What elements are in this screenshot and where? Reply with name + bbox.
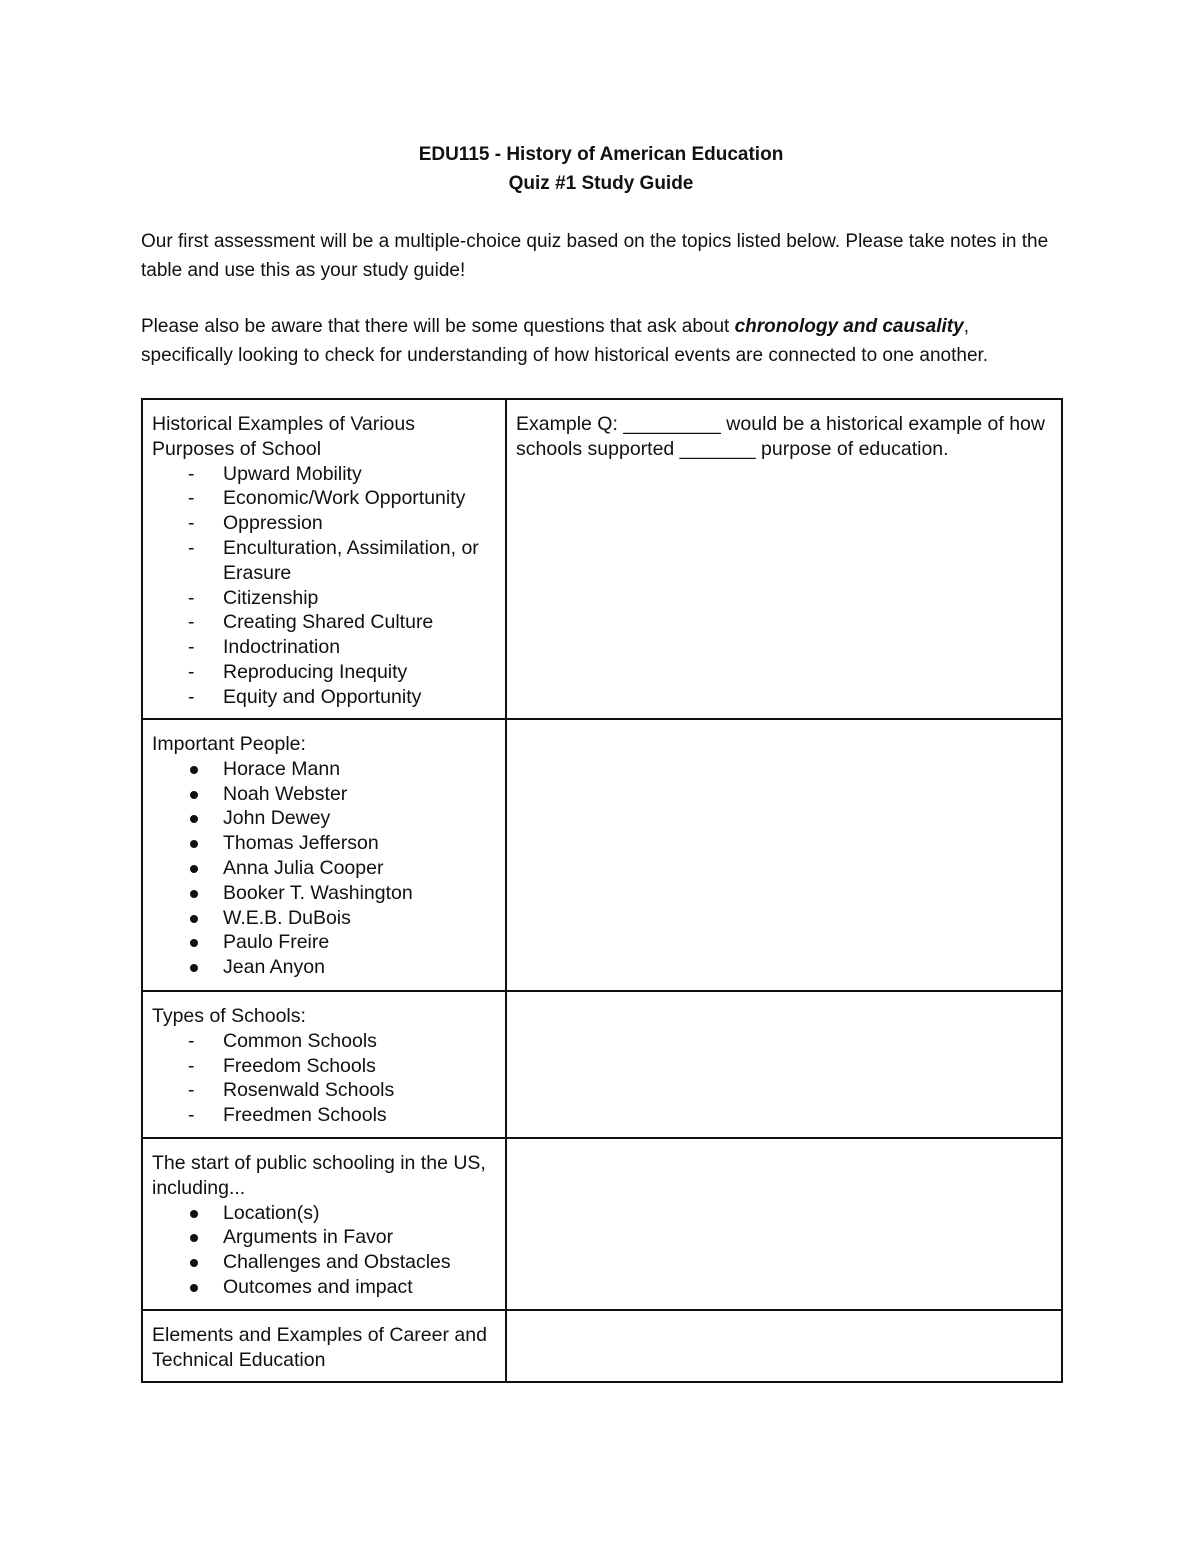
list-item-text: Jean Anyon [223,956,325,979]
bullet-icon [190,1284,198,1292]
list-item [152,586,496,611]
table-row-purposes [142,399,1062,719]
table-row-cte [142,1310,1062,1382]
list-item [152,906,496,931]
list-item-text: Anna Julia Cooper [223,856,384,879]
list-item-text: Challenges and Obstacles [223,1251,451,1274]
table-row-people [142,719,1062,991]
topic-heading: Elements and Examples of Career and Technical Education [152,1324,487,1371]
list-item [152,1054,496,1079]
list-item [152,1078,496,1103]
list-item [152,831,496,856]
list-item [152,881,496,906]
list-item-text: Freedmen Schools [223,1104,387,1127]
topic-heading: Historical Examples of Various Purposes of School [152,413,415,460]
study-guide-subtitle: Quiz #1 Study Guide [508,173,694,194]
list-item [152,511,496,536]
list-item-text: Outcomes and impact [223,1275,413,1298]
list-item [152,1103,496,1128]
bullet-icon [190,915,198,923]
topic-cell [142,1138,506,1310]
list-item [152,635,496,660]
list-item-text: Upward Mobility [223,462,362,485]
bullet-icon [190,791,198,799]
list-item-text: W.E.B. DuBois [223,906,351,929]
dash-marker: - [188,660,195,683]
notes-cell[interactable] [506,1138,1062,1310]
notes-cell[interactable]: Example Q: _________ would be a historical example of how schools supported _______ purpose of education. [506,399,1062,719]
study-guide-table [141,398,1063,1383]
list-item [152,1029,496,1054]
dash-marker: - [188,512,195,535]
dash-marker: - [188,487,195,510]
list-item-text: Enculturation, Assimilation, or Erasure [223,536,479,584]
dash-marker: - [188,586,195,609]
list-item [152,1250,496,1275]
list-item-text: Indoctrination [223,636,341,659]
chronology-paragraph-lead: Please also be aware that there will be some questions that ask about [141,316,735,337]
list-item [152,462,496,487]
bullet-icon [190,964,198,972]
dash-marker: - [188,1104,195,1127]
list-item-text: Creating Shared Culture [223,611,434,634]
list-item [152,955,496,980]
list-item [152,660,496,685]
topic-list [152,757,496,980]
list-item [152,757,496,782]
bullet-icon [190,939,198,947]
topic-heading: Important People: [152,733,306,755]
table-row-school-types [142,991,1062,1138]
list-item [152,610,496,635]
topic-list [152,1029,496,1128]
list-item [152,930,496,955]
list-item-text: Location(s) [223,1201,320,1224]
list-item-text: Citizenship [223,586,319,609]
list-item [152,685,496,710]
bullet-icon [190,1259,198,1267]
list-item [152,806,496,831]
topic-cell [142,1310,506,1382]
topic-heading: The start of public schooling in the US, including... [152,1152,486,1199]
notes-cell[interactable] [506,991,1062,1138]
dash-marker: - [188,536,195,559]
dash-marker: - [188,611,195,634]
list-item-text: Horace Mann [223,757,341,780]
list-item-text: Paulo Freire [223,931,330,954]
dash-marker: - [188,636,195,659]
document-page [141,140,1061,1383]
topic-list [152,1201,496,1300]
list-item [152,856,496,881]
dash-marker: - [188,462,195,485]
bullet-icon [190,865,198,873]
list-item-text: Rosenwald Schools [223,1079,395,1102]
list-item-text: Booker T. Washington [223,881,413,904]
list-item-text: Economic/Work Opportunity [223,487,466,510]
topic-cell [142,991,506,1138]
bullet-icon [190,815,198,823]
list-item [152,536,496,586]
list-item-text: Thomas Jefferson [223,832,379,855]
dash-marker: - [188,1029,195,1052]
intro-paragraph: Our first assessment will be a multiple-choice quiz based on the topics listed below. Please take notes in the table and use this as your study guide! [141,231,1049,281]
notes-cell[interactable] [506,719,1062,991]
list-item-text: John Dewey [223,807,331,830]
bullet-icon [190,766,198,774]
table-row-public-schooling [142,1138,1062,1310]
dash-marker: - [188,1079,195,1102]
list-item-text: Freedom Schools [223,1054,376,1077]
list-item [152,782,496,807]
list-item-text: Common Schools [223,1029,377,1052]
list-item-text: Equity and Opportunity [223,685,422,708]
course-title: EDU115 - History of American Education [418,144,784,165]
title-block [141,140,1061,198]
list-item-text: Noah Webster [223,782,348,805]
notes-cell[interactable] [506,1310,1062,1382]
list-item [152,1275,496,1300]
chronology-paragraph-tail: , specifically looking to check for understanding of how historical events are connected to one another. [141,316,989,366]
list-item-text: Oppression [223,512,323,535]
topic-cell [142,719,506,991]
bullet-icon [190,840,198,848]
dash-marker: - [188,685,195,708]
bullet-icon [190,1234,198,1242]
chronology-emphasis: chronology and causality [734,316,964,337]
bullet-icon [190,890,198,898]
dash-marker: - [188,1054,195,1077]
chronology-paragraph [141,313,1061,370]
topic-heading: Types of Schools: [152,1005,306,1027]
topic-cell [142,399,506,719]
list-item-text: Arguments in Favor [223,1226,394,1249]
list-item-text: Reproducing Inequity [223,660,408,683]
list-item [152,486,496,511]
bullet-icon [190,1210,198,1218]
list-item [152,1201,496,1226]
topic-list [152,462,496,710]
list-item [152,1225,496,1250]
